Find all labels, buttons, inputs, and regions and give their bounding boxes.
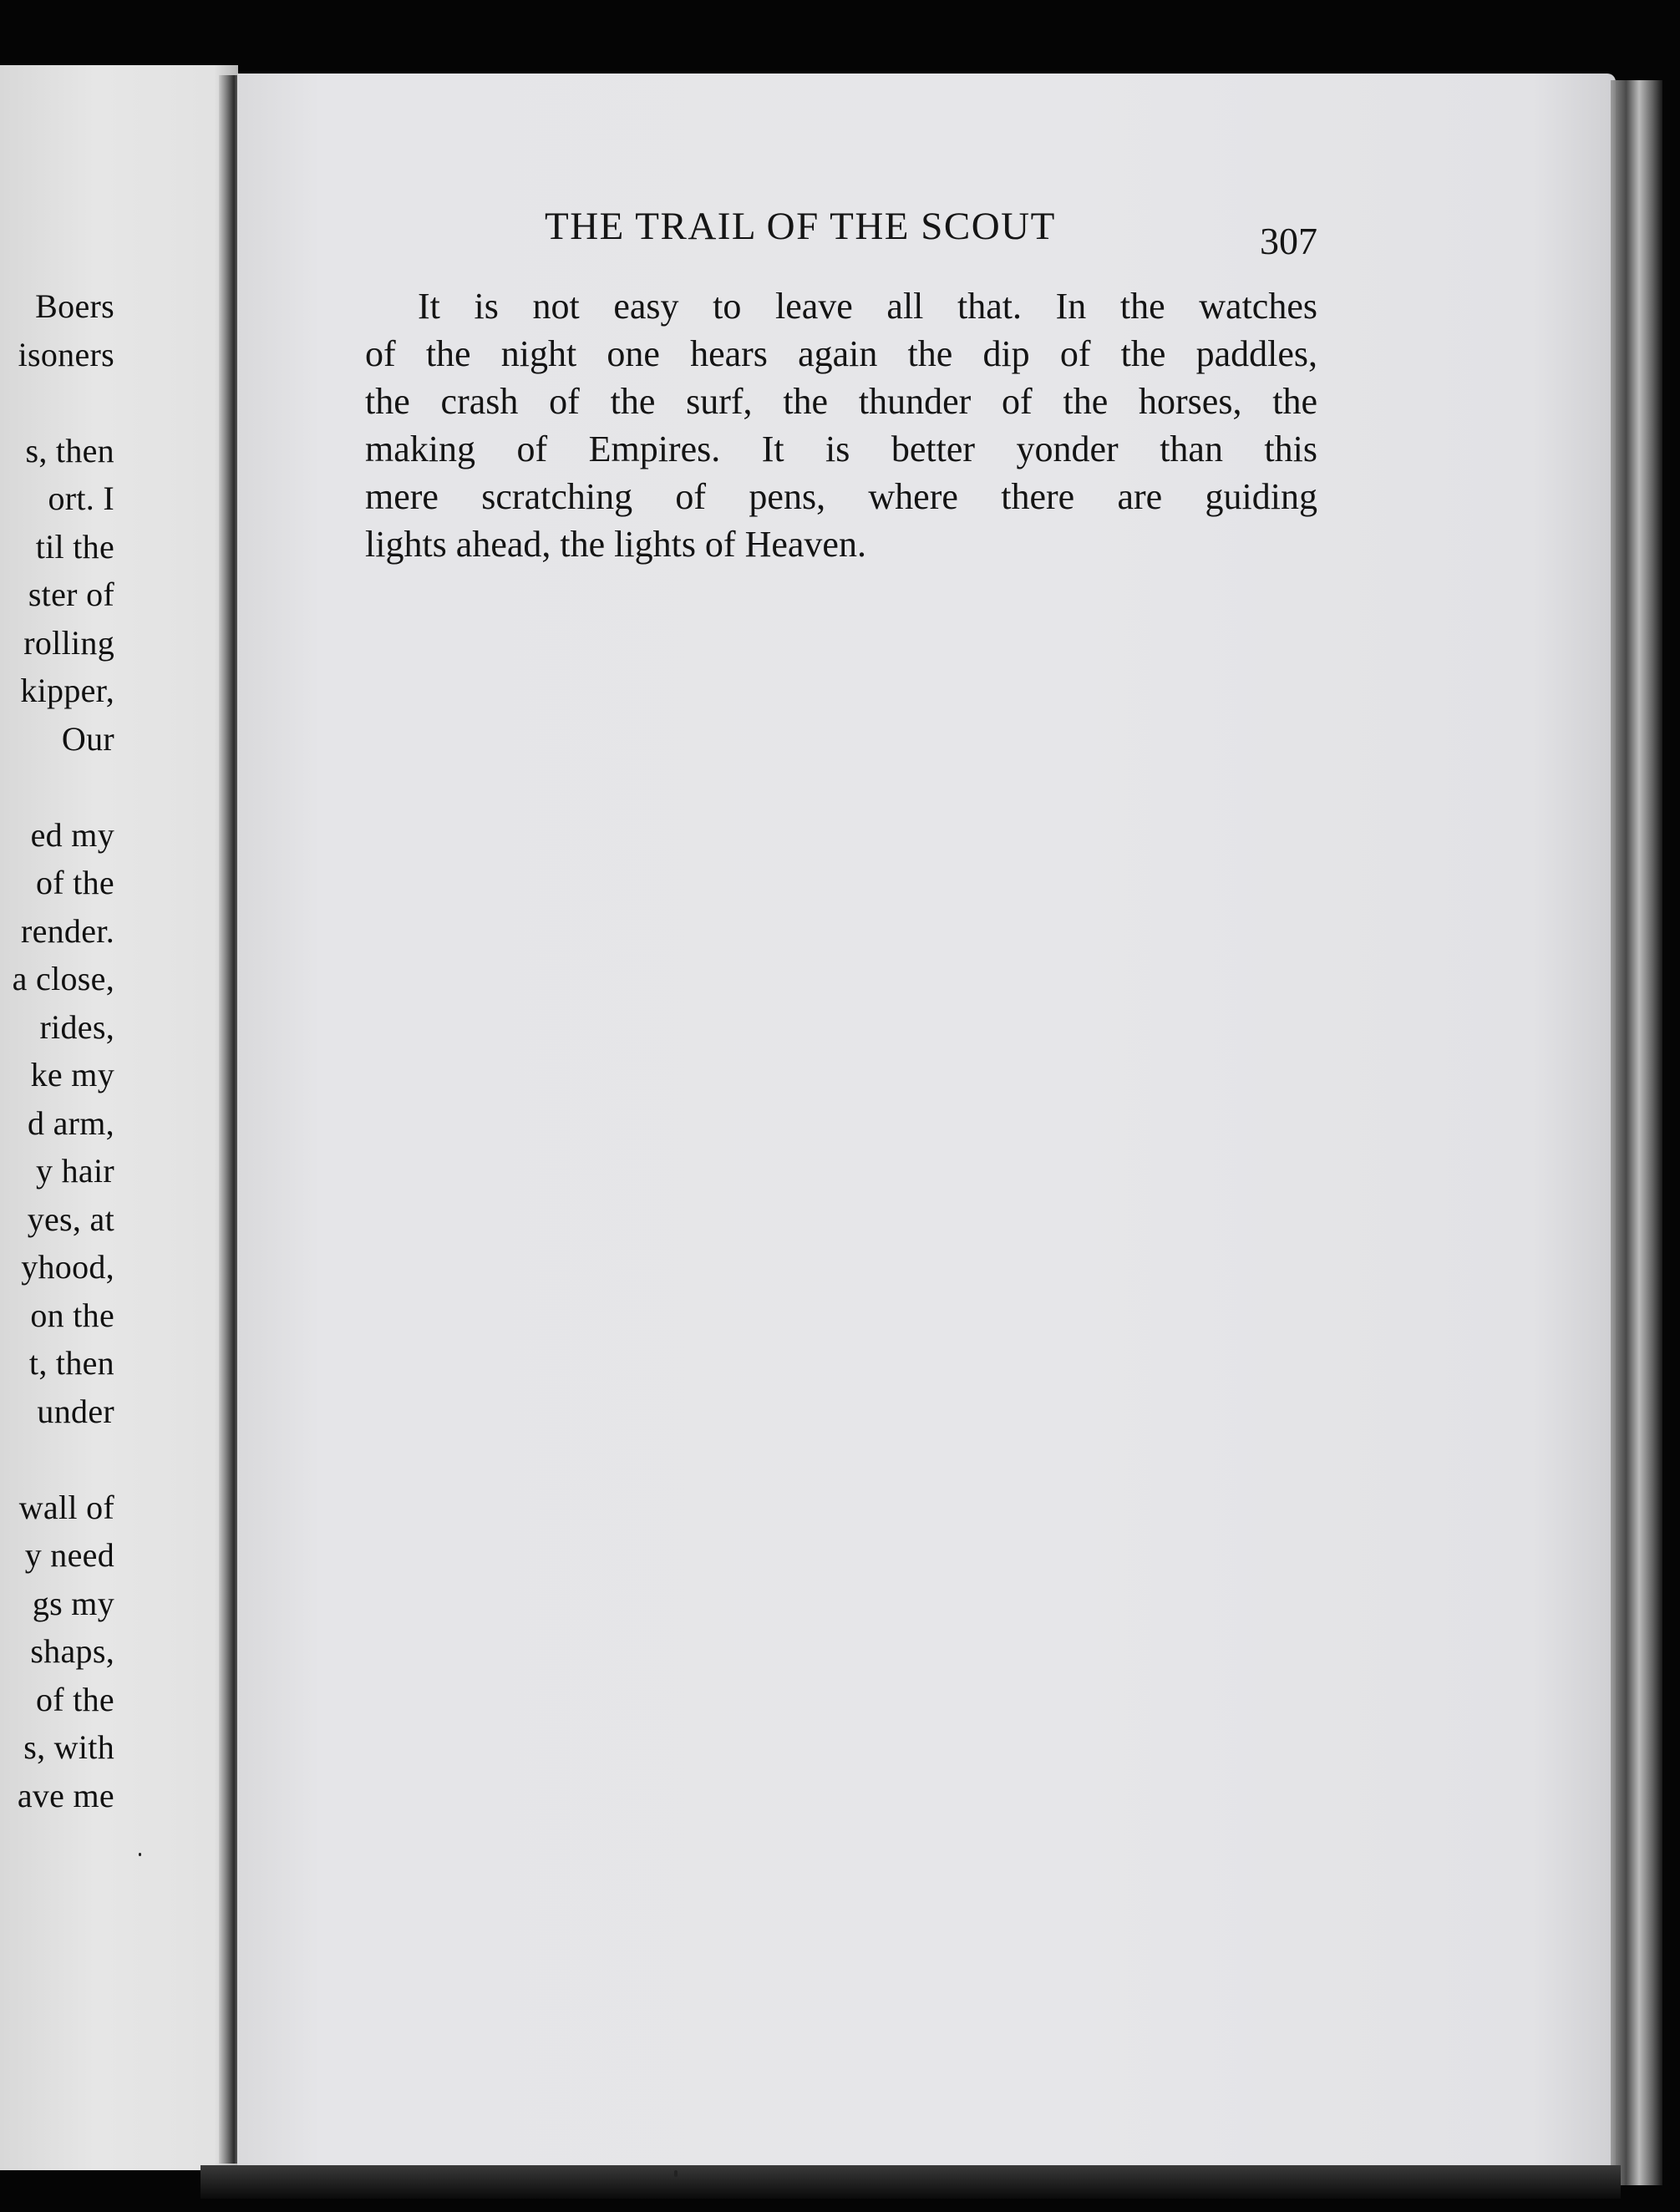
- left-page-line: s, with: [23, 1728, 114, 1766]
- left-page-line: wall of: [18, 1488, 114, 1526]
- left-page-line: ort. I: [48, 479, 114, 517]
- left-page-line: isoners: [18, 335, 114, 373]
- left-page-line: Boers: [35, 287, 114, 325]
- paragraph-line: lights ahead, the lights of Heaven.: [365, 524, 866, 565]
- left-facing-page: [0, 65, 238, 2170]
- page-gutter: [219, 75, 239, 2164]
- print-speck: [139, 1853, 141, 1856]
- paragraph-line: of the night one hears again the dip of the paddles,: [365, 333, 1317, 374]
- left-page-line: rolling: [23, 623, 114, 662]
- paragraph-line: the crash of the surf, the thunder of the horses, the: [365, 381, 1317, 422]
- left-page-line: render.: [20, 911, 114, 950]
- left-page-line: y hair: [36, 1152, 114, 1190]
- left-page-line: on the: [30, 1296, 114, 1334]
- left-page-line: shaps,: [30, 1632, 114, 1670]
- book-edge-shadow: [1611, 80, 1662, 2185]
- print-speck: [674, 2170, 678, 2177]
- left-page-line: t, then: [28, 1344, 114, 1382]
- left-page-line: y need: [24, 1536, 114, 1574]
- paragraph-line: It is not easy to leave all that. In the watches: [418, 286, 1317, 327]
- left-page-line: d arm,: [28, 1103, 114, 1142]
- left-page-line: Our: [61, 719, 114, 758]
- paragraph-line: mere scratching of pens, where there are guiding: [365, 476, 1317, 517]
- left-page-line: s, then: [25, 431, 114, 469]
- left-page-line: gs my: [32, 1584, 114, 1622]
- left-page-text-fragments: [13, 282, 114, 1819]
- left-page-line: til the: [35, 527, 114, 566]
- left-page-line: of the: [36, 864, 114, 901]
- left-page-line: kipper,: [20, 672, 114, 709]
- left-page-line: ster of: [28, 576, 114, 613]
- left-page-line: ke my: [30, 1056, 114, 1093]
- left-page-line: a close,: [12, 960, 114, 997]
- body-paragraph: [365, 282, 1317, 568]
- left-page-line: under: [37, 1392, 114, 1430]
- paragraph-line: making of Empires. It is better yonder than this: [365, 429, 1317, 469]
- left-page-line: ed my: [30, 815, 114, 854]
- left-page-line: ave me: [17, 1776, 114, 1814]
- bottom-shadow: [200, 2165, 1621, 2199]
- left-page-line: rides,: [39, 1007, 114, 1046]
- left-page-line: yhood,: [21, 1248, 114, 1286]
- left-page-line-gap: [13, 763, 114, 811]
- left-page-line-gap: [13, 1435, 114, 1484]
- running-title: THE TRAIL OF THE SCOUT: [545, 205, 1056, 248]
- page-number: 307: [1260, 220, 1317, 262]
- left-page-line: of the: [36, 1680, 114, 1718]
- left-page-line-gap: [13, 378, 114, 427]
- left-page-line: yes, at: [27, 1200, 114, 1238]
